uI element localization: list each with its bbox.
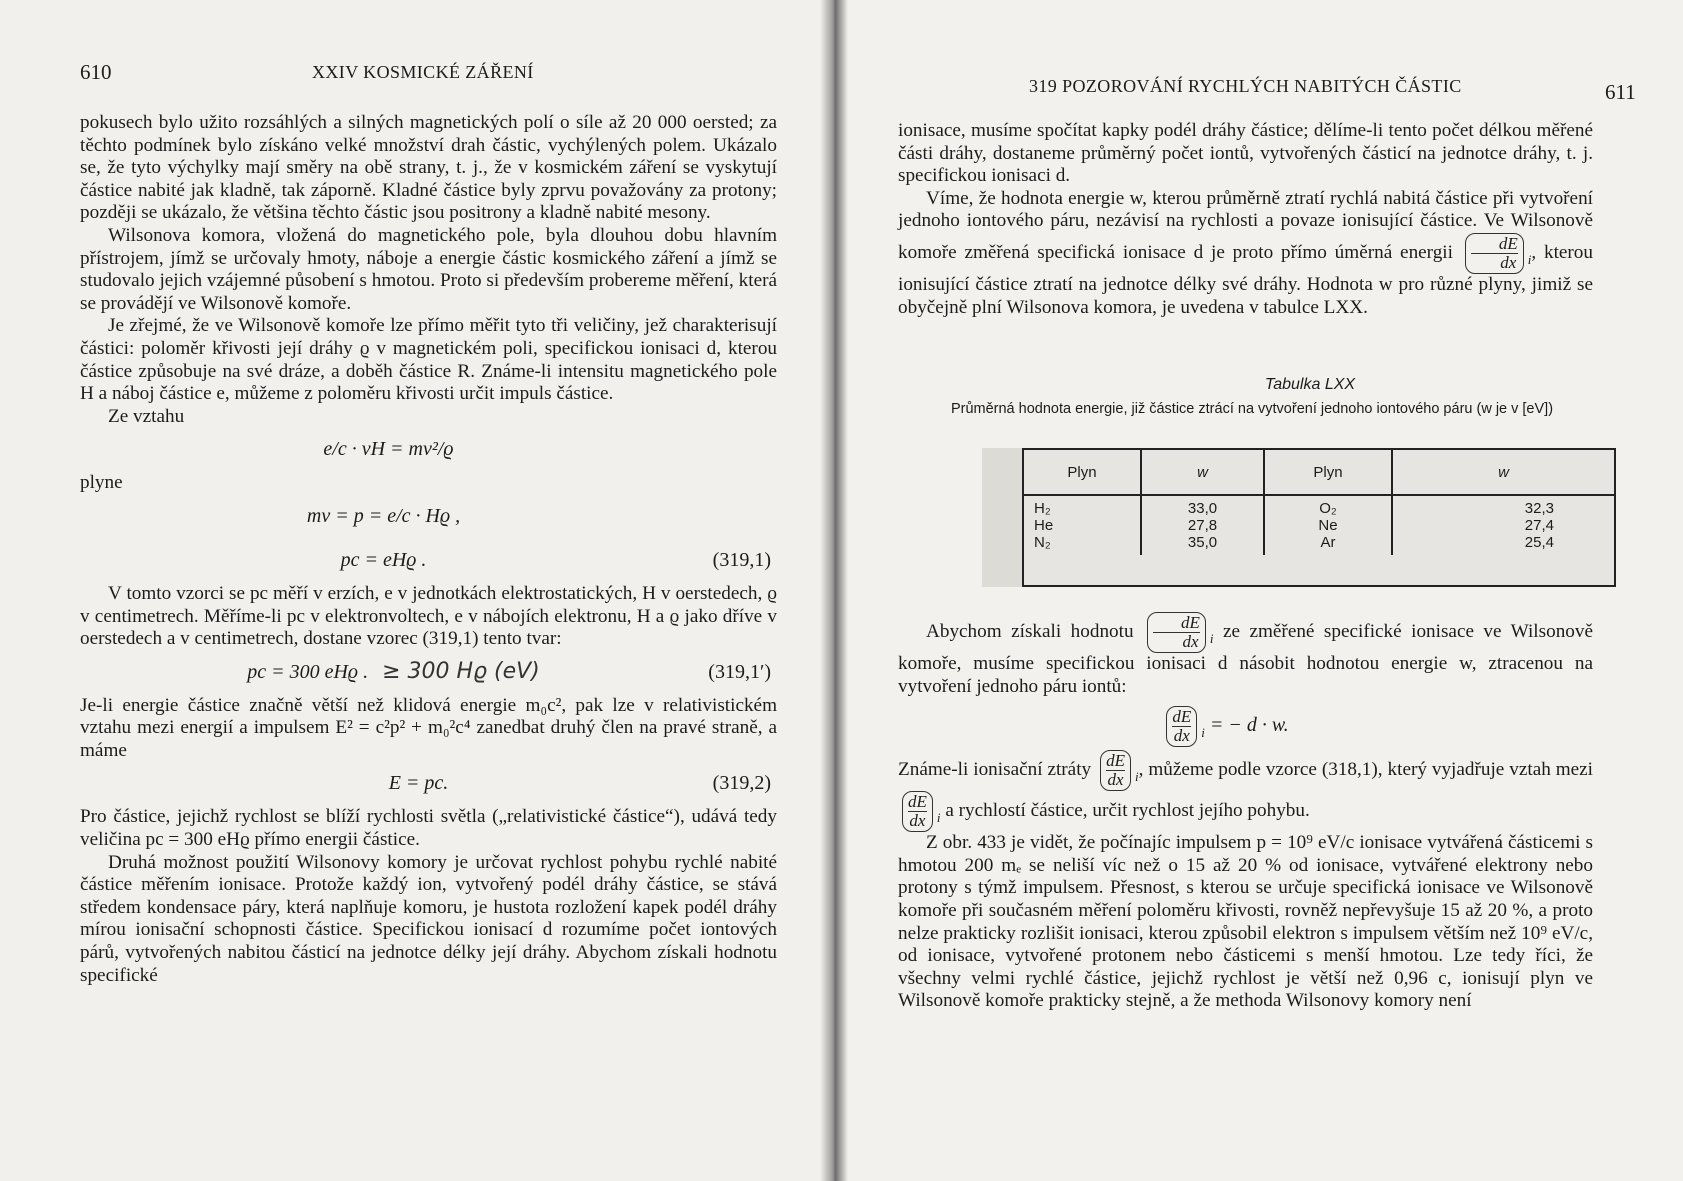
table-cell: He <box>1034 517 1054 534</box>
paragraph: ionisace, musíme spočítat kapky podél dráhy částice; dělíme-li tento počet délkou měřené části dráhy, dostaneme průměrný počet iontů, vytvořených částicí na jednotce dráhy, t. j. specifickou ionisaci d. <box>898 120 1593 187</box>
right-text-column-bottom <box>898 612 1593 1013</box>
book-gutter <box>820 0 848 1181</box>
equation: pc = eHϱ . (319,1) <box>340 548 771 571</box>
table-lxx <box>1022 448 1616 587</box>
paragraph: Je-li energie částice značně větší než klidová energie m₀c², pak lze v relativistickém vztahu mezi energií a impulsem E² = c²p² + m₀²c⁴ zanedbat druhý člen na pravé straně, a máme <box>80 694 777 761</box>
table-cell: 27,4 <box>1524 517 1554 534</box>
table-row <box>1024 495 1614 555</box>
fraction-dE-dx: $\frac{dE}{dx}$ <box>1465 233 1524 274</box>
equation: pc = 300 eHϱ . ≥ 300 Hϱ (eV) (319,1′) <box>247 658 771 684</box>
table-cell: 35,0 <box>1187 534 1218 551</box>
table-cell: 25,4 <box>1524 534 1554 551</box>
header-cell: w <box>1392 450 1614 495</box>
running-head-right: 319 POZOROVÁNÍ RYCHLÝCH NABITÝCH ČÁSTIC <box>1029 76 1462 96</box>
header-cell: Plyn <box>1264 450 1392 495</box>
table-cell: Ne <box>1318 517 1338 534</box>
table-cell: H₂ <box>1034 500 1051 517</box>
paragraph: plyne <box>80 472 123 494</box>
table-title: Tabulka LXX <box>1264 376 1356 393</box>
paragraph: Abychom získali hodnotu $\frac{dE}{dx}$ $_i$ ze změřené specifické ionisace ve Wilsonově komoře, musíme specifickou ionisaci d násobit hodnotou energie w, ztracenou na vytvoření jednoho páru iontů: <box>898 613 1593 697</box>
paragraph: Wilsonova komora, vložená do magnetického pole, byla dlouhou dobu hlavním přístrojem, jímž se určovaly hmoty, náboje a energie částic kosmického záření a jímž se studovalo jejich vzájemné působení s hmotou. Proto si především probereme měření, která se provádějí ve Wilsonově komoře. <box>80 224 777 314</box>
table-cell: 27,8 <box>1187 517 1218 534</box>
table-cell: O₂ <box>1319 500 1337 517</box>
data-table <box>1024 450 1614 555</box>
table-cell: Ar <box>1320 534 1336 551</box>
paragraph: Z obr. 433 je vidět, že počínajíc impulsem p = 10⁹ eV/c ionisace vytvářená částicemi s hmotou 200 mₑ se neliší víc než o 15 až 20 % od ionisace, vytvářené elektrony nebo protony s týmž impulsem. Přesnost, s kterou se určuje specifická ionisace ve Wilsonově komoře při současném měření poloměru křivosti, rovněž nepřevyšuje 15 až 20 %, a proto nelze prakticky rozlišit ionisaci, kterou způsobil elektron s impulsem větším než 10⁹ eV/c, od ionisace, vytvořené protonem nebo částicemi s menší hmotou. Lze tedy říci, že všechny velmi rychlé částice, jejichž rychlost je větší než 0,96 c, ionisují plyn ve Wilsonově komoře prakticky stejně, a že methoda Wilsonovy komory není <box>898 832 1593 1012</box>
running-head-left: XXIV KOSMICKÉ ZÁŘENÍ <box>312 62 534 82</box>
paragraph: Druhá možnost použití Wilsonovy komory je určovat rychlost pohybu rychlé nabité částice měřením ionisace. Protože každý ion, vytvořený podél dráhy částice, se stává středem kondensace páry, která naplňuje komoru, je hustota rozložení kapek podél dráhy mírou ionisační schopnosti částice. Specifickou ionisací d rozumíme počet iontových párů, vytvořených nabitou částicí na jednotce délky její dráhy. Abychom získali hodnotu specifické <box>80 851 777 986</box>
paragraph: Ze vztahu <box>108 405 185 427</box>
table-cell: 32,3 <box>1524 500 1554 517</box>
paragraph: Víme, že hodnota energie w, kterou průměrně ztratí rychlá nabitá částice při vytvoření jednoho iontového páru, nezávisí na rychlosti a povaze ionisující částice. Ve Wilsonově komoře změřená specifická ionisace d je proto přímo úměrná energii $\frac{dE}{dx}$ $_i$, kterou ionisující částice ztratí na jednotce délky své dráhy. Hodnota w pro různé plyny, jimiž se obyčejně plní Wilsonova komora, je uvedena v tabulce LXX. <box>898 187 1593 318</box>
table-caption: Průměrná hodnota energie, již částice ztrácí na vytvoření jednoho iontového páru (w je v [eV]) <box>950 401 1554 417</box>
paragraph: V tomto vzorci se pc měří v erzích, e v jednotkách elektrostatických, H v oerstedech, ϱ v centimetrech. Měříme-li pc v elektronvoltech, e v nábojích elektronu, H a ϱ jako dříve v oerstedech a v centimetrech, dostane vzorec (319,1) tento tvar: <box>80 582 777 650</box>
handwritten-note: ≥ 300 Hϱ (eV) <box>382 658 540 684</box>
paragraph: Je zřejmé, že ve Wilsonově komoře lze přímo měřit tyto tři veličiny, jež charakterisují částici: poloměr křivosti její dráhy ϱ v magnetickém poli, specifickou ionisaci d, kterou částice způsobuje na své dráze, a doběh částice R. Známe-li intensitu magnetického pole H a náboj částice e, můžeme z poloměru křivosti určit impuls částice. <box>80 315 777 405</box>
table-cell: N₂ <box>1034 534 1051 551</box>
header-cell: w <box>1141 450 1264 495</box>
page-number-right: 611 <box>1605 80 1636 104</box>
left-text-column <box>80 112 777 987</box>
equation: mv = p = e/c · Hϱ , <box>306 504 461 527</box>
equation: e/c · vH = mv²/ϱ <box>323 438 454 461</box>
left-page <box>0 0 833 1181</box>
page-number-left: 610 <box>80 60 112 84</box>
equation: E = pc. (319,2) <box>388 772 771 795</box>
paragraph: Pro částice, jejichž rychlost se blíží rychlosti světla („relativistické částice“), udává tedy veličina pc = 300 eHϱ přímo energii částice. <box>80 806 777 851</box>
right-text-column-top <box>898 120 1593 319</box>
equation: $\frac{dE}{dx}$ $_i$ = − d · w. <box>898 698 1593 750</box>
header-cell: Plyn <box>1024 450 1141 495</box>
paragraph: pokusech bylo užito rozsáhlých a silných magnetických polí o síle až 20 000 oersted; za těchto podmínek bylo získáno velké množství drah částic, vychýlených polem. Ukázalo se, že tyto výchylky mají směry na obě strany, t. j., že v kosmickém záření se vyskytují částice nabité jak kladně, tak záporně. Kladné částice byly zprvu považovány za protony; později se ukázalo, že většina těchto částic jsou positrony a kladně nabité mesony. <box>80 112 777 224</box>
table-cell: 33,0 <box>1187 500 1218 517</box>
table-header-row <box>1024 450 1614 495</box>
paragraph: Známe-li ionisační ztráty $\frac{dE}{dx}$ $_i$, můžeme podle vzorce (318,1), který vyjadřuje vztah mezi $\frac{dE}{dx}$ $_i$ a rychlostí částice, určit rychlost jejího pohybu. <box>898 751 1594 831</box>
